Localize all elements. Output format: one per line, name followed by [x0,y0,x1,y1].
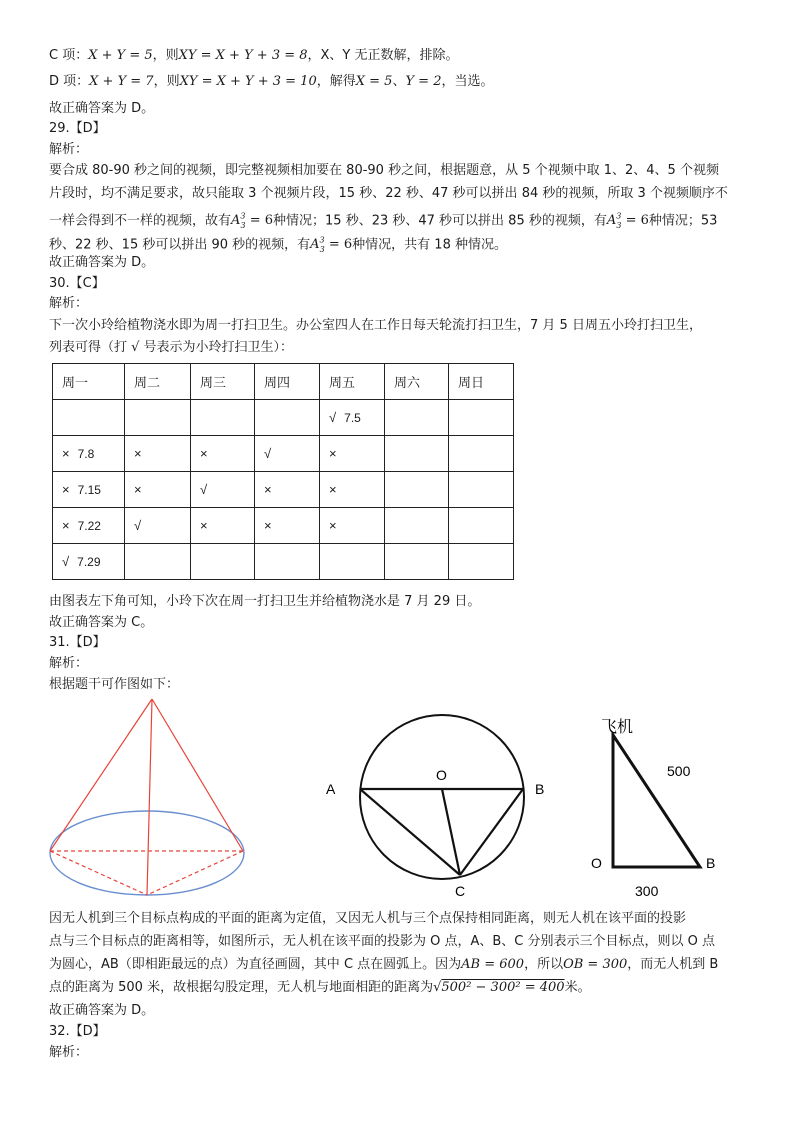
table-cell [449,544,514,580]
option-c-line [49,48,459,64]
option-d-line [49,74,493,90]
label-300: 300 [635,883,659,899]
question-30-heading: 30.【C】 [49,276,105,291]
date-label: 7.22 [77,519,101,533]
table-cell [449,400,514,436]
table-cell [255,472,320,508]
option-d-mid: ，则 [153,74,180,89]
question-29-heading: 29.【D】 [49,121,106,136]
equation-c2: XY = X + Y + 3 = 8 [178,48,308,63]
label-500: 500 [667,763,691,779]
option-c-prefix: C 项： [49,48,89,63]
table-cell [53,544,125,580]
paragraph-line: 下一次小玲给植物浇水即为周一打扫卫生。办公室四人在工作日每天轮流打扫卫生，7 月 5 日周五小玲打扫卫生， [49,318,702,333]
circle-outline [360,715,524,879]
cross-mark-icon: × [134,482,142,497]
text-span: 种情况；53 [648,213,718,229]
text-span: 种情况；15 秒、23 秒、47 秒可以拼出 85 秒的视频，有 [273,213,607,229]
paragraph-line: 点与三个目标点的距离相等，如图所示，无人机在该平面的投影为 O 点，A、B、C 分别表示三个目标点，则以 O 点 [49,934,716,949]
table-cell [320,508,385,544]
option-d-mid2: ，解得 [316,74,356,89]
cross-mark-icon: × [200,446,208,461]
label-a: A [326,781,336,797]
answer-line: 故正确答案为 D。 [49,101,155,116]
cleaning-schedule-table [52,363,514,580]
text-span: ，所以 [524,957,564,972]
cross-mark-icon: × [62,446,70,461]
table-header-cell: 周二 [125,364,191,400]
table-cell [255,436,320,472]
table-row [53,436,514,472]
table-row [53,508,514,544]
table-header-cell: 周六 [385,364,449,400]
base-dashed-left [50,851,147,895]
paragraph-line: 由图表左下角可知，小玲下次在周一打扫卫生并给植物浇水是 7 月 29 日。 [49,594,481,609]
label-b: B [706,855,716,871]
permutation-formula: $A^3_3 = 6$ [231,212,274,230]
equation-d3: X = 5 [355,74,393,89]
check-mark-icon: √ [200,482,208,497]
analysis-label: 解析： [49,142,89,157]
cross-mark-icon: × [329,518,337,533]
table-cell [191,472,255,508]
date-label: 7.15 [77,483,101,497]
table-cell [191,400,255,436]
equation-ob: OB = 300 [563,957,628,972]
table-cell [125,544,191,580]
table-cell [53,400,125,436]
option-c-mid: ，则 [152,48,179,63]
table-row [53,472,514,508]
right-triangle [613,735,700,867]
question-31-heading: 31.【D】 [49,635,106,650]
cone-figure [45,695,250,900]
equation-d4: Y = 2 [405,74,442,89]
permutation-formula: $A^3_3 = 6$ [310,236,353,254]
circle-figure [320,695,560,905]
date-label: 7.8 [77,447,95,461]
table-cell [255,400,320,436]
answer-line: 故正确答案为 D。 [49,1003,155,1018]
table-cell [191,544,255,580]
text-span: 米。 [564,980,591,995]
table-cell [385,508,449,544]
cross-mark-icon: × [264,482,272,497]
cross-mark-icon: × [200,518,208,533]
cross-mark-icon: × [329,482,337,497]
cross-mark-icon: × [264,518,272,533]
table-cell [449,508,514,544]
paragraph-line [49,209,717,234]
cross-mark-icon: × [62,482,70,497]
permutation-formula: $A^3_3 = 6$ [606,212,649,230]
base-dashed-right [147,851,243,895]
table-header-cell: 周四 [255,364,320,400]
paragraph-line: 根据题干可作图如下： [49,677,180,692]
text-span: 一样会得到不一样的视频，故有 [49,213,232,229]
option-d-sep: 、 [392,74,406,89]
equation-d2: XY = X + Y + 3 = 10 [179,74,317,89]
table-cell [191,436,255,472]
date-label: 7.29 [77,555,101,569]
table-row [53,544,514,580]
label-c: C [455,883,466,899]
paragraph-line [49,957,718,973]
table-cell [385,544,449,580]
check-mark-icon: √ [134,518,142,533]
text-span: ，而无人机到 B [627,957,719,972]
answer-line: 故正确答案为 C。 [49,615,154,630]
table-cell [53,508,125,544]
cone-edge-left [50,699,152,851]
cross-mark-icon: × [62,518,70,533]
table-cell [125,508,191,544]
text-span: 点的距离为 500 米，故根据勾股定理，无人机与地面相距的距离为 [49,980,434,995]
text-span: 秒、22 秒、15 秒可以拼出 90 秒的视频，有 [49,237,311,253]
table-cell [385,400,449,436]
answer-line: 故正确答案为 D。 [49,255,155,270]
table-cell [320,436,385,472]
paragraph-line: 片段时，均不满足要求，故只能取 3 个视频片段，15 秒、22 秒、47 秒可以拼出 84 秒的视频，所取 3 个视频顺序不 [49,186,728,201]
sqrt-expression: 500² − 300² = 400 [441,980,565,995]
paragraph-line [49,980,591,996]
analysis-label: 解析： [49,296,89,311]
analysis-label: 解析： [49,1045,89,1060]
table-cell [53,472,125,508]
table-header-cell: 周日 [449,364,514,400]
table-row [53,400,514,436]
check-mark-icon: √ [62,554,70,569]
text-span: 为圆心，AB（即相距最远的点）为直径画圆，其中 C 点在圆弧上。因为 [49,957,462,972]
table-cell [320,544,385,580]
option-d-prefix: D 项： [49,74,90,89]
question-32-heading: 32.【D】 [49,1024,106,1039]
text-span: 种情况，共有 18 种情况。 [352,237,507,253]
analysis-label: 解析： [49,656,89,671]
cross-mark-icon: × [329,446,337,461]
table-header-cell: 周一 [53,364,125,400]
check-mark-icon: √ [329,410,337,425]
option-c-tail: ，X、Y 无正数解，排除。 [307,48,459,63]
table-header-cell: 周三 [191,364,255,400]
table-cell [449,436,514,472]
table-cell [449,472,514,508]
cone-edge-front [147,699,152,895]
table-cell [125,400,191,436]
paragraph-line: 因无人机到三个目标点构成的平面的距离为定值，又因无人机与三个点保持相同距离，则无人机在该平面的投影 [49,911,687,926]
table-cell [125,436,191,472]
option-d-tail: ，当选。 [441,74,494,89]
date-label: 7.5 [344,411,361,425]
table-header-row [53,364,514,400]
label-o: O [591,855,602,871]
triangle-figure [585,710,745,905]
table-cell [385,472,449,508]
table-cell [125,472,191,508]
table-cell [320,400,385,436]
label-o: O [436,767,447,783]
table-cell [320,472,385,508]
table-cell [385,436,449,472]
equation-c1: X + Y = 5 [88,48,153,63]
table-cell [191,508,255,544]
check-mark-icon: √ [264,446,272,461]
table-cell [255,508,320,544]
label-plane: 飞机 [601,719,634,736]
equation-ab: AB = 600 [461,957,525,972]
label-b: B [535,781,545,797]
paragraph-line: 列表可得（打 √ 号表示为小玲打扫卫生）： [49,340,294,355]
paragraph-line: 要合成 80-90 秒之间的视频，即完整视频相加要在 80-90 秒之间，根据题意，从 5 个视频中取 1、2、4、5 个视频 [49,163,719,178]
cross-mark-icon: × [134,446,142,461]
table-cell [255,544,320,580]
table-header-cell: 周五 [320,364,385,400]
equation-d1: X + Y = 7 [89,74,154,89]
cone-edge-right [152,699,243,851]
sqrt-symbol: √ [433,980,442,995]
table-cell [53,436,125,472]
